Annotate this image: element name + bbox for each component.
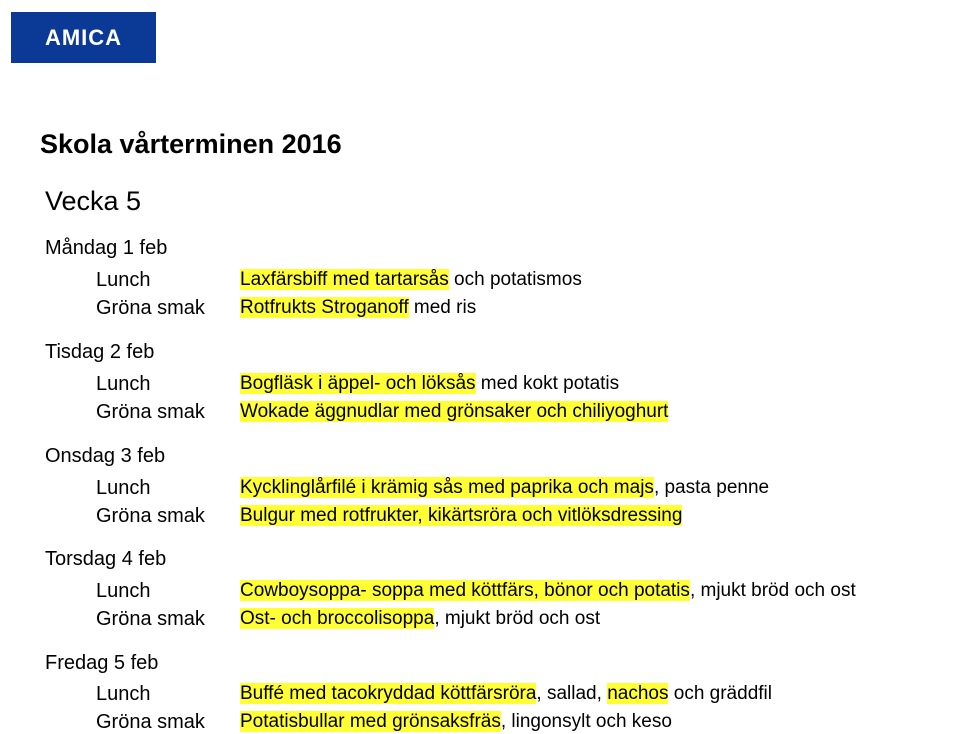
meal-desc-wednesday-green <box>240 505 682 527</box>
meal-label-monday-green: Gröna smak <box>96 297 205 319</box>
page-title: Skola vårterminen 2016 <box>40 129 342 159</box>
meal-desc-friday-lunch <box>240 683 772 705</box>
meal-highlight: Potatisbullar med grönsaksfräs <box>240 711 501 732</box>
meal-highlight-2: nachos <box>607 683 669 704</box>
amica-logo <box>11 12 156 63</box>
meal-label-thursday-green: Gröna smak <box>96 608 205 630</box>
meal-rest: med ris <box>408 297 477 318</box>
meal-highlight: Wokade äggnudlar med grönsaker och chiliyoghurt <box>240 401 669 422</box>
meal-desc-friday-green <box>240 711 672 733</box>
meal-rest: och potatismos <box>448 269 582 290</box>
meal-desc-thursday-green <box>240 608 600 630</box>
meal-rest: , sallad, <box>536 683 608 704</box>
meal-highlight: Laxfärsbiff med tartarsås <box>240 269 449 290</box>
meal-desc-tuesday-green <box>240 401 668 423</box>
day-title-wednesday: Onsdag 3 feb <box>45 445 166 467</box>
meal-highlight: Bogfläsk i äppel- och löksås <box>240 373 476 394</box>
meal-label-tuesday-lunch: Lunch <box>96 373 151 395</box>
meal-highlight: Buffé med tacokryddad köttfärsröra <box>240 683 537 704</box>
day-title-tuesday: Tisdag 2 feb <box>45 341 155 363</box>
meal-label-friday-green: Gröna smak <box>96 711 205 733</box>
meal-rest: , mjukt bröd och ost <box>434 608 601 629</box>
meal-rest: , mjukt bröd och ost <box>689 580 856 601</box>
meal-label-friday-lunch: Lunch <box>96 683 151 705</box>
meal-rest-2: och gräddfil <box>668 683 772 704</box>
meal-highlight: Rotfrukts Stroganoff <box>240 297 409 318</box>
day-title-thursday: Torsdag 4 feb <box>45 548 167 570</box>
meal-rest: med kokt potatis <box>475 373 620 394</box>
meal-desc-tuesday-lunch <box>240 373 619 395</box>
meal-highlight: Kycklinglårfilé i krämig sås med paprika och majs <box>240 477 654 498</box>
meal-desc-monday-green <box>240 297 476 319</box>
meal-label-wednesday-green: Gröna smak <box>96 505 205 527</box>
meal-highlight: Bulgur med rotfrukter, kikärtsröra och vitlöksdressing <box>240 505 683 526</box>
meal-label-tuesday-green: Gröna smak <box>96 401 205 423</box>
meal-desc-monday-lunch <box>240 269 582 291</box>
meal-rest: , pasta penne <box>653 477 770 498</box>
day-title-monday: Måndag 1 feb <box>45 237 168 259</box>
day-title-friday: Fredag 5 feb <box>45 652 159 674</box>
meal-desc-thursday-lunch <box>240 580 856 602</box>
meal-label-wednesday-lunch: Lunch <box>96 477 151 499</box>
meal-highlight: Cowboysoppa- soppa med köttfärs, bönor och potatis <box>240 580 690 601</box>
meal-desc-wednesday-lunch <box>240 477 769 499</box>
meal-label-thursday-lunch: Lunch <box>96 580 151 602</box>
meal-rest: , lingonsylt och keso <box>500 711 672 732</box>
week-title: Vecka 5 <box>45 186 142 216</box>
logo-text: AMICA <box>44 24 123 50</box>
meal-highlight: Ost- och broccolisoppa <box>240 608 435 629</box>
meal-label-monday-lunch: Lunch <box>96 269 151 291</box>
